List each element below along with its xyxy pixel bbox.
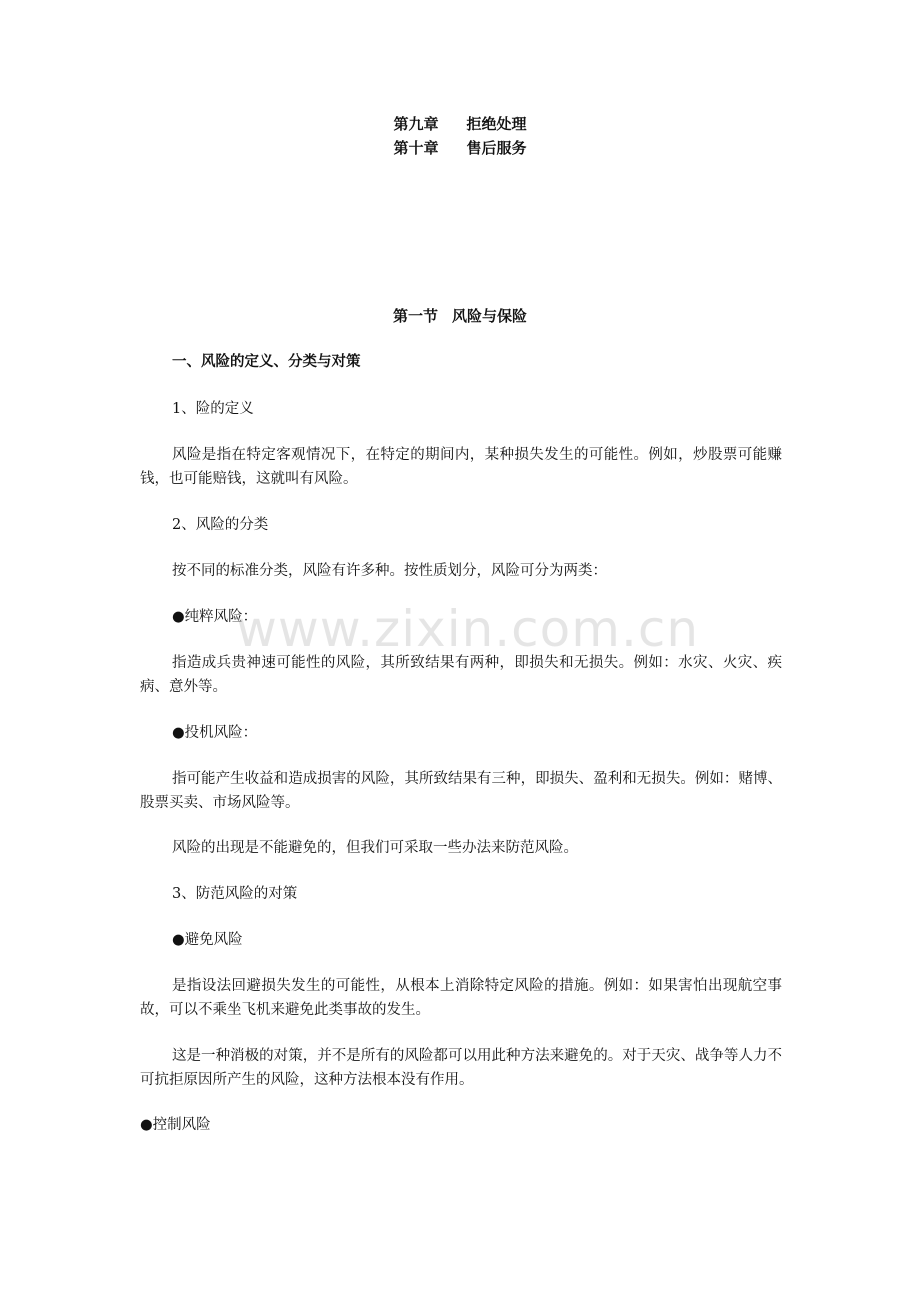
bullet-control-risk: ●控制风险 [140,1117,211,1133]
heading-risk-definition: 一、风险的定义、分类与对策 [172,354,361,370]
paragraph-definition: 风险是指在特定客观情况下，在特定的期间内，某种损失发生的可能性。例如，炒股票可能赚钱，也可能赔钱，这就叫有风险。 [140,447,782,487]
toc-chapter-title: 拒绝处理 [466,115,527,133]
toc-line-chapter-10 [0,138,920,158]
subheading-countermeasures: 3、防范风险的对策 [172,886,298,902]
section-number: 第一节 [392,307,438,325]
bullet-pure-risk: ●纯粹风险： [172,609,258,625]
paragraph-classification: 按不同的标准分类，风险有许多种。按性质划分，风险可分为两类： [172,563,607,579]
paragraph-passive-measure: 这是一种消极的对策，并不是所有的风险都可以用此种方法来避免的。对于天灾、战争等人力不可抗拒原因所产生的风险，这种方法根本没有作用。 [140,1048,782,1088]
toc-chapter-title: 售后服务 [466,139,527,157]
section-title [0,306,920,326]
bullet-speculative-risk: ●投机风险： [172,725,258,741]
toc-line-chapter-9 [0,114,920,134]
paragraph-risk-unavoidable: 风险的出现是不能避免的，但我们可采取一些办法来防范风险。 [172,840,578,856]
paragraph-speculative-risk: 指可能产生收益和造成损害的风险，其所致结果有三种，即损失、盈利和无损失。例如：赌博、股票买卖、市场风险等。 [140,771,782,811]
toc-chapter-number: 第十章 [393,139,439,157]
watermark: www.zixin.com.cn [236,600,700,658]
toc-chapter-number: 第九章 [393,115,439,133]
subheading-classification: 2、风险的分类 [172,517,269,533]
section-name: 风险与保险 [452,307,528,325]
paragraph-pure-risk: 指造成兵贵神速可能性的风险，其所致结果有两种，即损失和无损失。例如：水灾、火灾、疾病、意外等。 [140,655,782,695]
subheading-definition: 1、险的定义 [172,401,254,417]
bullet-avoid-risk: ●避免风险 [172,932,243,948]
paragraph-avoid-risk: 是指设法回避损失发生的可能性，从根本上消除特定风险的措施。例如：如果害怕出现航空事故，可以不乘坐飞机来避免此类事故的发生。 [140,978,782,1018]
